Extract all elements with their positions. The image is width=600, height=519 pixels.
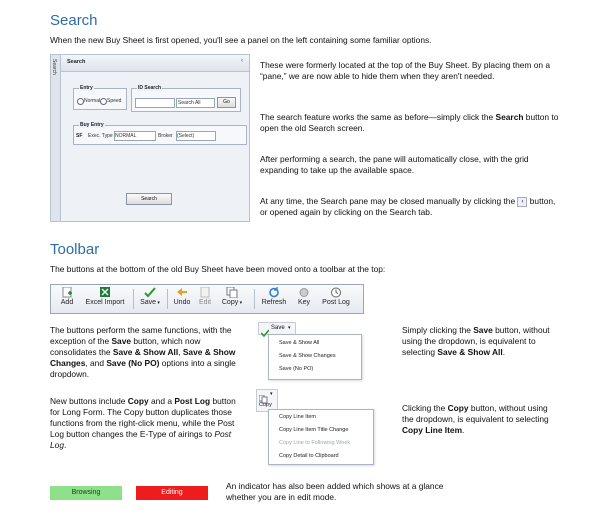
refresh-icon [268, 287, 280, 298]
toolbar-undo[interactable] [171, 287, 193, 306]
copy-dropdown-menu [268, 409, 374, 465]
save-dropdown-menu [268, 334, 362, 380]
add-label: Add [60, 299, 74, 306]
search-all-value: Search All [178, 100, 201, 106]
post-log-icon [330, 287, 342, 298]
copy-right-text: Clicking the Copy button, without using the dropdown, is equivalent to selecting Copy Line Item. [402, 403, 549, 435]
save-menu-button-label: Save [271, 325, 285, 331]
save-label: Save [140, 299, 157, 306]
p4-text-a: At any time, the Search pane may be closed manually by clicking the [260, 196, 518, 206]
editing-indicator: Editing [136, 486, 208, 500]
id-search-input[interactable] [135, 98, 175, 108]
menu-copy-line-item[interactable]: Copy Line Item [279, 414, 316, 420]
buy-entry-group-label: Buy Entry [80, 122, 104, 128]
browsing-indicator: Browsing [50, 486, 122, 500]
copy-left-text: New buttons include Copy and a Post Log button for Long Form. The Copy button duplicates those functions from the right-click menu, while the Post Log button changes the E-Type of airings to Post Log. [50, 396, 236, 450]
broker-value: (Select) [177, 133, 195, 139]
radio-normal[interactable] [77, 98, 84, 105]
search-para-3: After performing a search, the pane will automatically close, with the grid expanding to take up the available space. [260, 154, 529, 175]
toolbar-intro: The buttons at the bottom of the old Buy Sheet have been moved onto a toolbar at the top: [50, 264, 386, 274]
search-para-2 [260, 112, 565, 134]
save-left-text: The buttons perform the same functions, with the exception of the Save button, which now consolidates the Save & Show All, Save & Show Changes, and Save (No PO) options into a single dropdown. [50, 325, 236, 379]
indicator-text: An indicator has also been added which shows at a glance whether you are in edit mode. [226, 481, 444, 502]
entry-group-label: Entry [80, 85, 93, 91]
sf-label: SF [76, 133, 83, 139]
undo-label: Undo [173, 299, 191, 306]
add-icon [61, 287, 73, 298]
search-para-1: These were formerly located at the top of the Buy Sheet. By placing them on a “pane,” we are now able to hide them when they aren't needed. [260, 60, 551, 81]
chevron-down-icon: ▾ [270, 391, 273, 397]
p4-text-b: button, or opened again by clicking on the Search tab. [260, 196, 556, 217]
search-pane-tab[interactable] [51, 55, 61, 221]
toolbar-edit[interactable] [196, 287, 214, 306]
radio-speed-label: Speed [107, 98, 122, 104]
toolbar-excel-import[interactable] [81, 287, 129, 306]
search-all-select[interactable] [176, 98, 215, 108]
check-icon [144, 287, 156, 298]
post-log-label: Post Log [322, 299, 350, 306]
toolbar-post-log[interactable] [319, 287, 353, 306]
copy-label: Copy [221, 299, 239, 306]
search-pane-header [61, 55, 249, 72]
undo-arrow-icon [176, 287, 188, 298]
exec-type-value: NORMAL [115, 133, 137, 139]
radio-normal-label: Normal [84, 98, 101, 104]
edit-label: Edit [198, 299, 212, 306]
toolbar-screenshot [50, 284, 364, 314]
save-right-text: Simply clicking the Save button, without using the dropdown, is equivalent to selecting Save & Show All. [402, 325, 550, 357]
key-label: Key [297, 299, 311, 306]
toolbar-refresh[interactable] [258, 287, 290, 306]
entry-group [73, 85, 127, 110]
toolbar-copy[interactable]: Copy ▾ [218, 287, 246, 306]
search-tab-label: Search [51, 59, 57, 75]
go-button[interactable]: Go [217, 97, 236, 108]
toolbar-heading: Toolbar [50, 241, 100, 258]
toolbar-key[interactable] [294, 287, 314, 306]
refresh-label: Refresh [261, 299, 287, 306]
toolbar-save[interactable]: Save ▾ [137, 287, 163, 306]
buy-entry-group [73, 122, 247, 145]
menu-save-show-all[interactable]: Save & Show All [279, 340, 320, 346]
p2-text-b: Search [495, 112, 524, 122]
p2-text-c: button to open the old Search screen. [260, 112, 559, 133]
menu-save-no-po[interactable]: Save (No PO) [279, 366, 314, 372]
collapse-button-icon: ‹ [517, 197, 527, 207]
collapse-icon[interactable]: ‹ [241, 58, 243, 64]
key-icon [298, 287, 310, 298]
menu-save-show-changes[interactable]: Save & Show Changes [279, 353, 336, 359]
copy-icon [226, 287, 238, 298]
search-pane-screenshot [50, 54, 250, 222]
search-para-4 [260, 196, 565, 218]
excel-icon [99, 287, 111, 298]
id-search-group-label: ID Search [138, 85, 162, 91]
search-intro: When the new Buy Sheet is first opened, you'll see a panel on the left containing some familiar options. [50, 35, 432, 45]
search-button[interactable]: Search [126, 193, 172, 205]
toolbar-add[interactable] [57, 287, 77, 306]
chevron-down-icon: ▾ [288, 325, 291, 331]
search-heading: Search [50, 12, 98, 29]
menu-copy-following-week: Copy Line to Following Week [279, 440, 351, 446]
copy-menu-button-label: Copy [259, 402, 272, 408]
menu-copy-title-change[interactable]: Copy Line Item Title Change [279, 427, 349, 433]
menu-copy-detail-clipboard[interactable]: Copy Detail to Clipboard [279, 453, 339, 459]
id-search-group [131, 85, 241, 112]
p2-text-a: The search feature works the same as before—simply click the [260, 112, 496, 122]
broker-label: Broker [158, 133, 173, 139]
radio-speed[interactable] [100, 98, 107, 105]
exec-type-select[interactable] [114, 131, 156, 141]
edit-icon [199, 287, 211, 298]
broker-select[interactable] [176, 131, 216, 141]
search-pane-title: Search [67, 59, 86, 65]
exec-type-label: Exec. Type [88, 133, 113, 139]
excel-import-label: Excel Import [85, 299, 125, 306]
